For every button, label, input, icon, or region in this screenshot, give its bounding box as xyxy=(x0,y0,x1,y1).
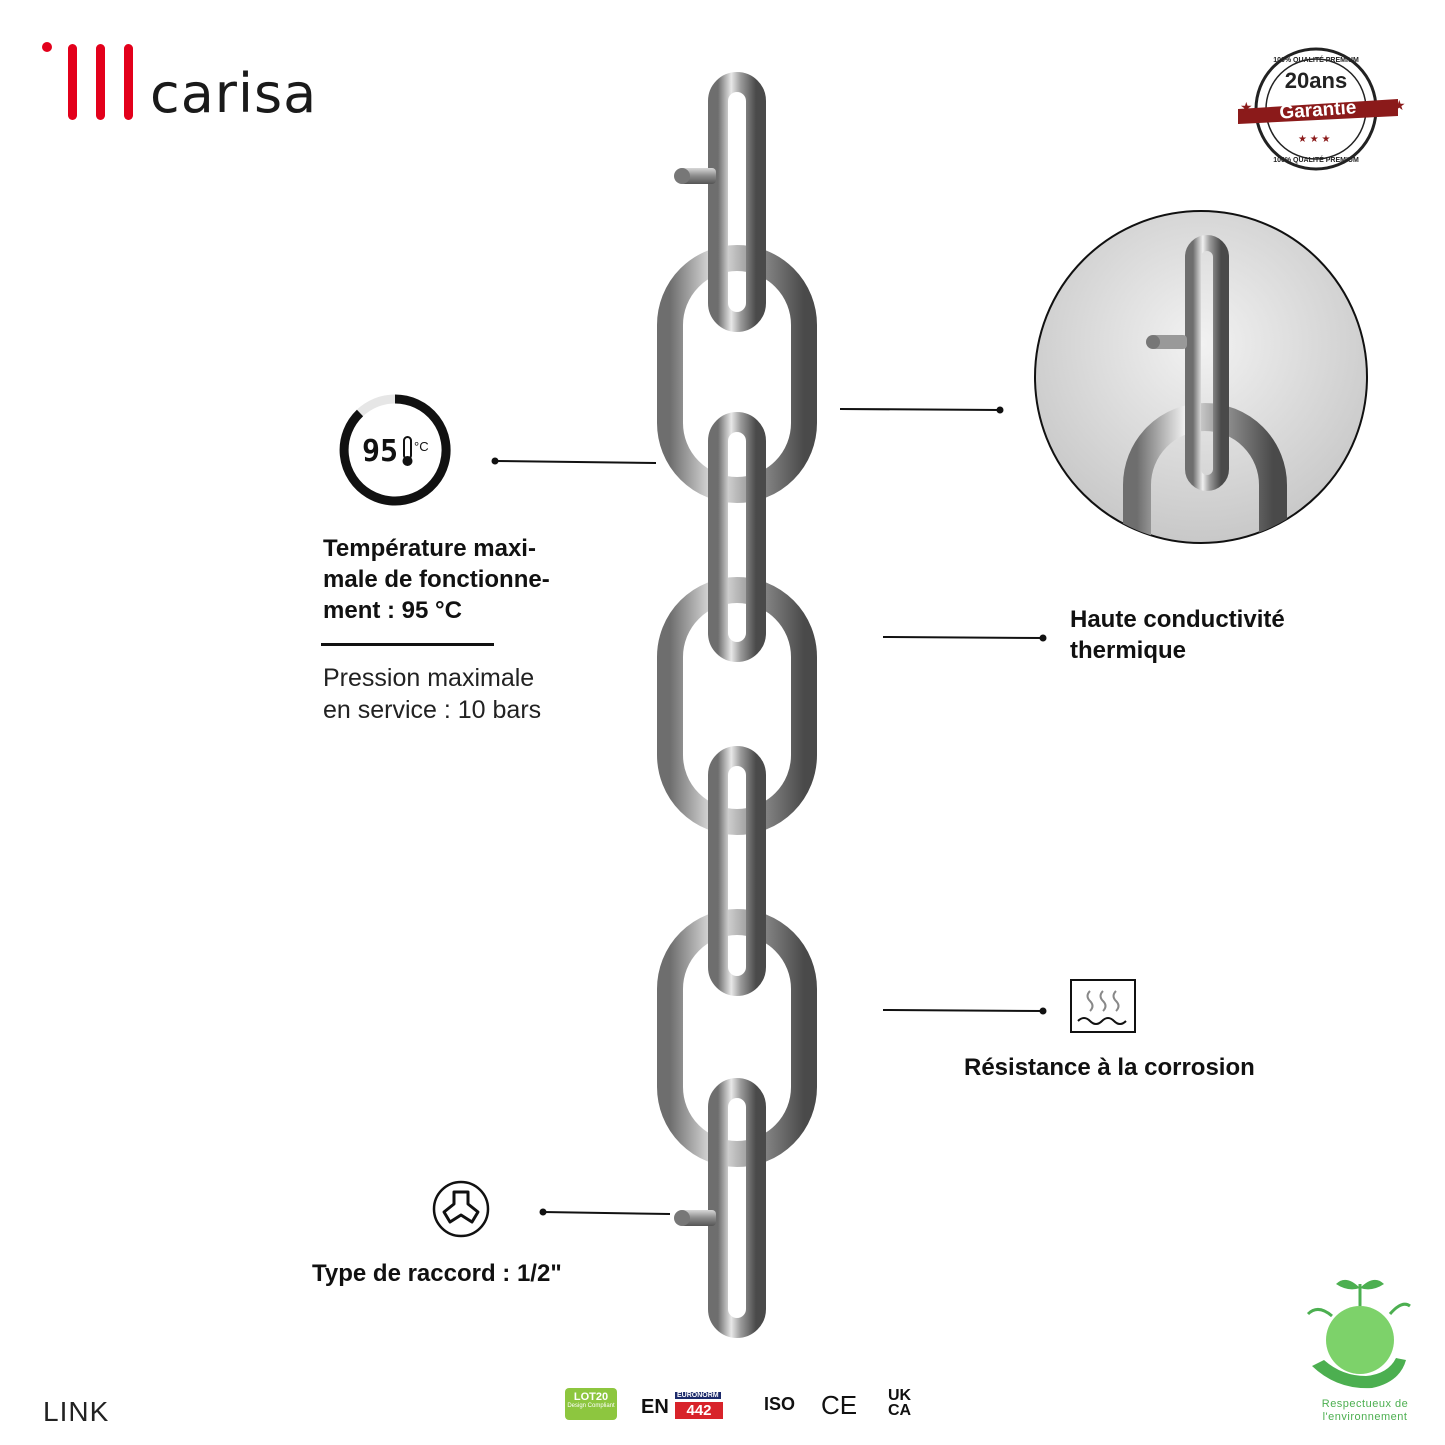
temp-icon-value: 95 xyxy=(362,434,399,469)
conductivity-line: thermique xyxy=(1070,637,1187,664)
temperature-title xyxy=(323,533,603,626)
badge-top-ring: 100% QUALITÉ PREMIUM xyxy=(1273,57,1359,64)
temp-icon-unit: °C xyxy=(414,439,429,454)
badge-years: 20ans xyxy=(1284,68,1348,93)
iso-label: ISO xyxy=(764,1394,796,1414)
ukca-bottom-label: CA xyxy=(888,1402,912,1419)
temperature-title-line: male de fonctionne- xyxy=(323,566,550,593)
divider xyxy=(321,643,494,646)
temperature-title-line: ment : 95 °C xyxy=(323,597,462,624)
en442-logo xyxy=(641,1388,725,1420)
pipe-connector-icon xyxy=(432,1180,490,1238)
pressure-text xyxy=(323,662,623,726)
eco-label-line: Respectueux de xyxy=(1321,1398,1409,1410)
eco-label-line: l'environnement xyxy=(1322,1411,1408,1423)
iso-logo xyxy=(764,1388,808,1420)
svg-text:★ ★ ★: ★ ★ ★ xyxy=(1298,134,1331,145)
ukca-logo xyxy=(888,1388,924,1420)
lot20-logo xyxy=(565,1388,617,1420)
lot20-label: LOT20 xyxy=(573,1391,609,1403)
ce-label: CE xyxy=(821,1390,858,1420)
brand-name: carisa xyxy=(150,62,318,125)
badge-bottom-ring: 100% QUALITÉ PREMIUM xyxy=(1273,157,1359,164)
ukca-top-label: UK xyxy=(888,1387,912,1404)
conductivity-line: Haute conductivité xyxy=(1070,606,1285,633)
thermometer-gauge-icon xyxy=(336,391,454,509)
model-name: LINK xyxy=(43,1396,110,1427)
pressure-line: en service : 10 bars xyxy=(323,696,542,724)
ce-logo xyxy=(821,1388,861,1420)
connection-type-text: Type de raccord : 1/2" xyxy=(312,1260,562,1287)
svg-text:★: ★ xyxy=(1393,97,1406,113)
conductivity-text xyxy=(1070,604,1360,666)
pressure-line: Pression maximale xyxy=(323,664,535,692)
corrosion-text: Résistance à la corrosion xyxy=(964,1054,1255,1081)
en-number: 442 xyxy=(675,1402,723,1419)
euronorm-label: EURONORM xyxy=(677,1392,719,1399)
lot20-sublabel: Design Compliant xyxy=(567,1403,615,1409)
svg-text:★: ★ xyxy=(1240,99,1253,115)
temperature-title-line: Température maxi- xyxy=(323,535,536,562)
en-label: EN xyxy=(641,1396,669,1418)
corrosion-heat-icon xyxy=(1070,979,1136,1033)
eco-friendly-icon xyxy=(1302,1270,1412,1398)
eco-label xyxy=(1305,1398,1425,1424)
badge-ribbon: Garantie xyxy=(1278,97,1358,124)
